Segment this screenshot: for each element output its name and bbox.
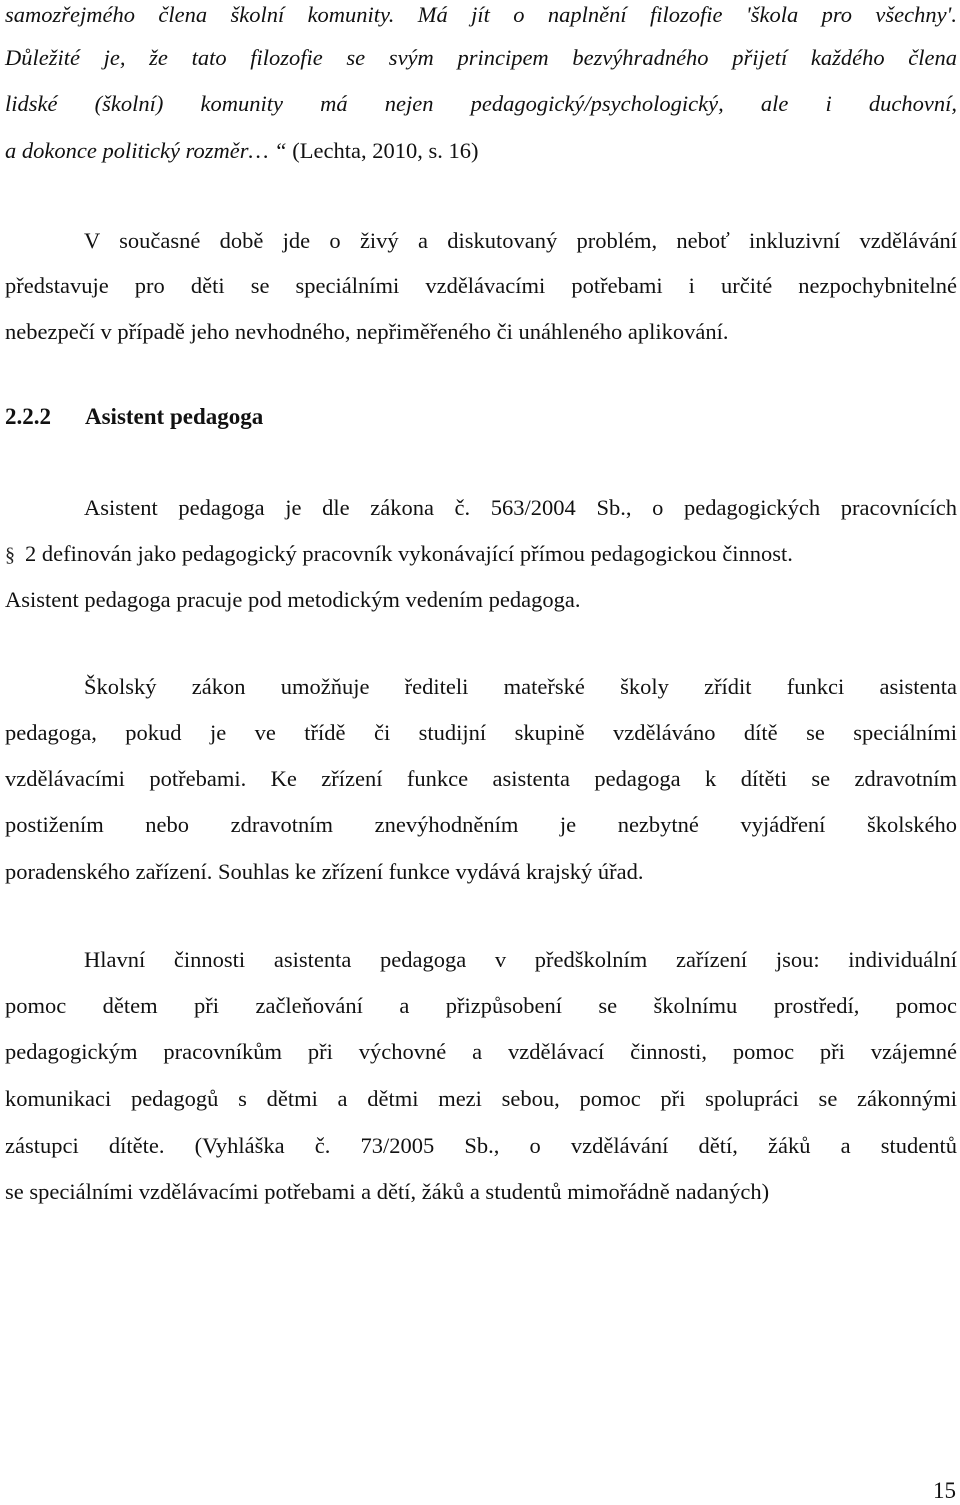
paragraph-4-line-4: komunikaci pedagogů s dětmi a dětmi mezi sebou, pomoc při spolupráci se zákonnými [5, 1086, 957, 1111]
section-heading [5, 402, 263, 432]
paragraph-4-line-3: pedagogickým pracovníkům při výchovné a vzdělávací činnosti, pomoc při vzájemné [5, 1039, 957, 1064]
paragraph-1-line-2: představuje pro děti se speciálními vzdělávacími potřebami i určité nezpochybnitelné [5, 273, 957, 298]
paragraph-4-line-6: se speciálními vzdělávacími potřebami a dětí, žáků a studentů mimořádně nadaných) [5, 1179, 770, 1204]
paragraph-4-line-1: Hlavní činnosti asistenta pedagoga v předškolním zařízení jsou: individuální [84, 947, 957, 972]
paragraph-1-line-1: V současné době jde o živý a diskutovaný problém, neboť inkluzivní vzdělávání [84, 228, 957, 253]
quote-line-1: samozřejmého člena školní komunity. Má jít o naplnění filozofie 'škola pro všechny'. [5, 2, 957, 27]
section-sign-icon: § [5, 544, 15, 566]
paragraph-2-line-1: Asistent pedagoga je dle zákona č. 563/2004 Sb., o pedagogických pracovnících [84, 495, 957, 520]
quote-line-4 [5, 136, 957, 166]
paragraph-4-line-2: pomoc dětem při začleňování a přizpůsobení se školnímu prostředí, pomoc [5, 993, 957, 1018]
paragraph-3-line-5: poradenského zařízení. Souhlas ke zřízení funkce vydává krajský úřad. [5, 859, 644, 884]
section-title: Asistent pedagoga [85, 404, 264, 429]
paragraph-3-line-4: postižením nebo zdravotním znevýhodněním je nezbytné vyjádření školského [5, 812, 957, 837]
paragraph-1-line-3: nebezpečí v případě jeho nevhodného, nepřiměřeného či unáhleného aplikování. [5, 319, 729, 344]
paragraph-2-line-2-text: 2 definován jako pedagogický pracovník vykonávající přímou pedagogickou činnost. [25, 541, 793, 566]
paragraph-4-line-5: zástupci dítěte. (Vyhláška č. 73/2005 Sb., o vzdělávání dětí, žáků a studentů [5, 1133, 957, 1158]
paragraph-2-line-2 [5, 539, 957, 570]
paragraph-2-line-3: Asistent pedagoga pracuje pod metodickým vedením pedagoga. [5, 587, 581, 612]
quote-line-4-italic: a dokonce politický rozměr… “ [5, 138, 287, 163]
paragraph-3-line-1: Školský zákon umožňuje řediteli mateřské školy zřídit funkci asistenta [84, 674, 957, 699]
paragraph-3-line-2: pedagoga, pokud je ve třídě či studijní skupině vzděláváno dítě se speciálními [5, 720, 957, 745]
page-number: 15 [933, 1478, 956, 1503]
quote-line-3: lidské (školní) komunity má nejen pedagogický/psychologický, ale i duchovní, [5, 91, 957, 116]
paragraph-3-line-3: vzdělávacími potřebami. Ke zřízení funkce asistenta pedagoga k dítěti se zdravotním [5, 766, 957, 791]
quote-citation: (Lechta, 2010, s. 16) [286, 138, 479, 163]
quote-line-2: Důležité je, že tato filozofie se svým principem bezvýhradného přijetí každého člena [5, 45, 957, 70]
section-number: 2.2.2 [5, 404, 51, 429]
